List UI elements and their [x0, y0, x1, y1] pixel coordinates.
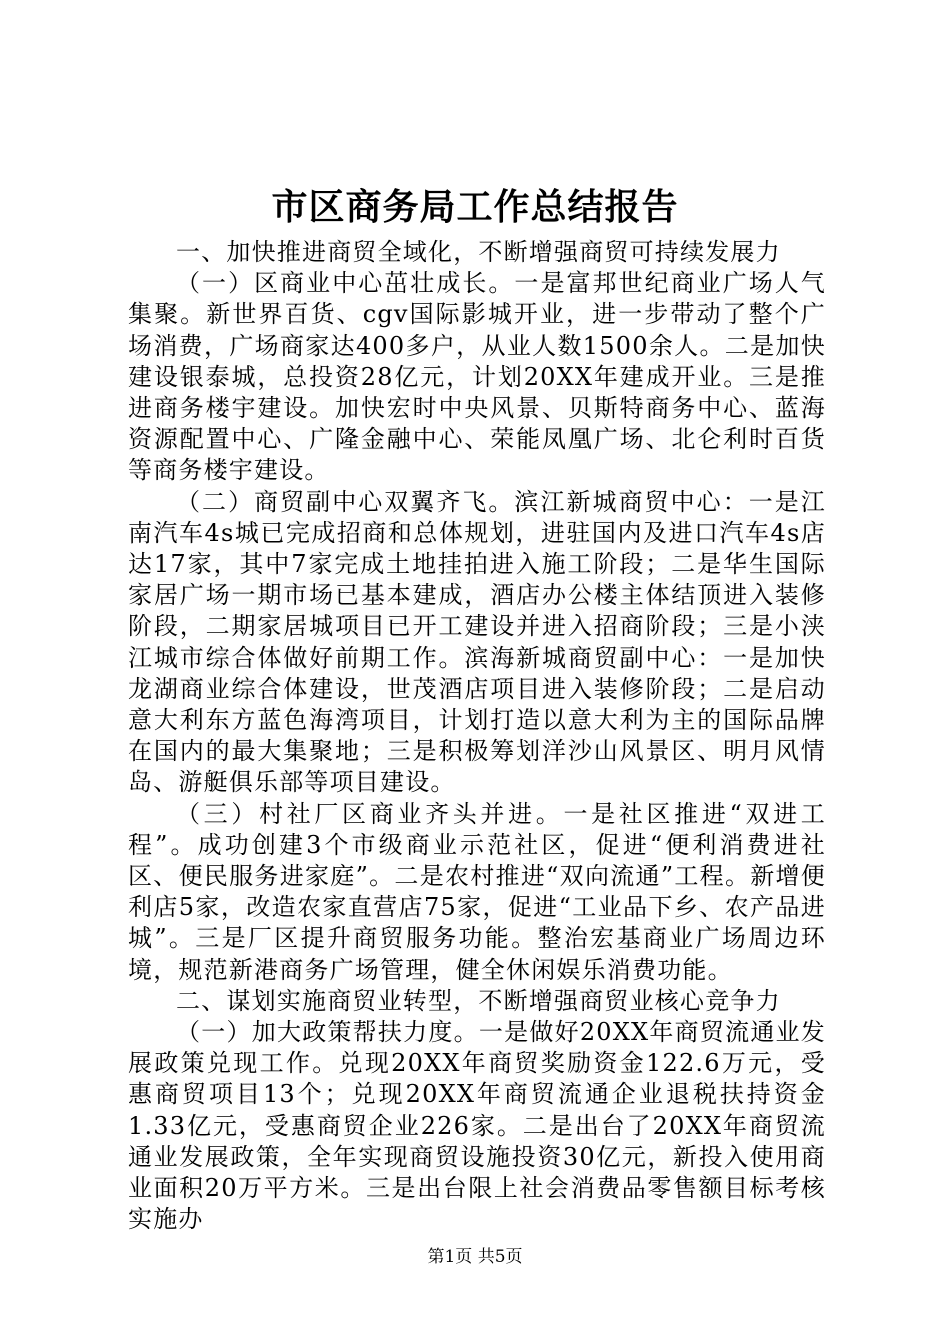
- page-footer: 第1页 共5页: [427, 1247, 523, 1267]
- paragraph-1: （一）区商业中心茁壮成长。一是富邦世纪商业广场人气集聚。新世界百货、cgv国际影城开业，进一步带动了整个广场消费，广场商家达400多户，从业人数1500余人。二是加快建设银泰城，总投资28亿元，计划20XX年建成开业。三是推进商务楼宇建设。加快宏时中央风景、贝斯特商务中心、蓝海资源配置中心、广隆金融中心、荣能凤凰广场、北仑利时百货等商务楼宇建设。: [128, 269, 826, 485]
- section-heading-1: 一、加快推进商贸全域化，不断增强商贸可持续发展力: [176, 238, 781, 266]
- document-title: 市区商务局工作总结报告: [271, 186, 679, 228]
- paragraph-2: （二）商贸副中心双翼齐飞。滨江新城商贸中心：一是江南汽车4s城已完成招商和总体规划，进驻国内及进口汽车4s店达17家，其中7家完成土地挂拍进入施工阶段；二是华生国际家居广场一期市场已基本建成，酒店办公楼主体结顶进入装修阶段，二期家居城项目已开工建设并进入招商阶段；三是小浃江城市综合体做好前期工作。滨海新城商贸副中心：一是加快龙湖商业综合体建设，世茂酒店项目进入装修阶段；二是启动意大利东方蓝色海湾项目，计划打造以意大利为主的国际品牌在国内的最大集聚地；三是积极筹划洋沙山风景区、明月风情岛、游艇俱乐部等项目建设。: [128, 487, 826, 797]
- document-body: [128, 237, 826, 1236]
- paragraph-4: （一）加大政策帮扶力度。一是做好20XX年商贸流通业发展政策兑现工作。兑现20XX年商贸奖励资金122.6万元，受惠商贸项目13个；兑现20XX年商贸流通企业退税扶持资金1.33亿元，受惠商贸企业226家。二是出台了20XX年商贸流通业发展政策，全年实现商贸设施投资30亿元，新投入使用商业面积20万平方米。三是出台限上社会消费品零售额目标考核实施办: [128, 1018, 826, 1234]
- section-heading-2: 二、谋划实施商贸业转型，不断增强商贸业核心竞争力: [176, 986, 781, 1015]
- paragraph-3: （三）村社厂区商业齐头并进。一是社区推进“双进工程”。成功创建3个市级商业示范社区，促进“便利消费进社区、便民服务进家庭”。二是农村推进“双向流通”工程。新增便利店5家，改造农家直营店75家，促进“工业品下乡、农产品进城”。三是厂区提升商贸服务功能。整治宏基商业广场周边环境，规范新港商务广场管理，健全休闲娱乐消费功能。: [128, 799, 826, 984]
